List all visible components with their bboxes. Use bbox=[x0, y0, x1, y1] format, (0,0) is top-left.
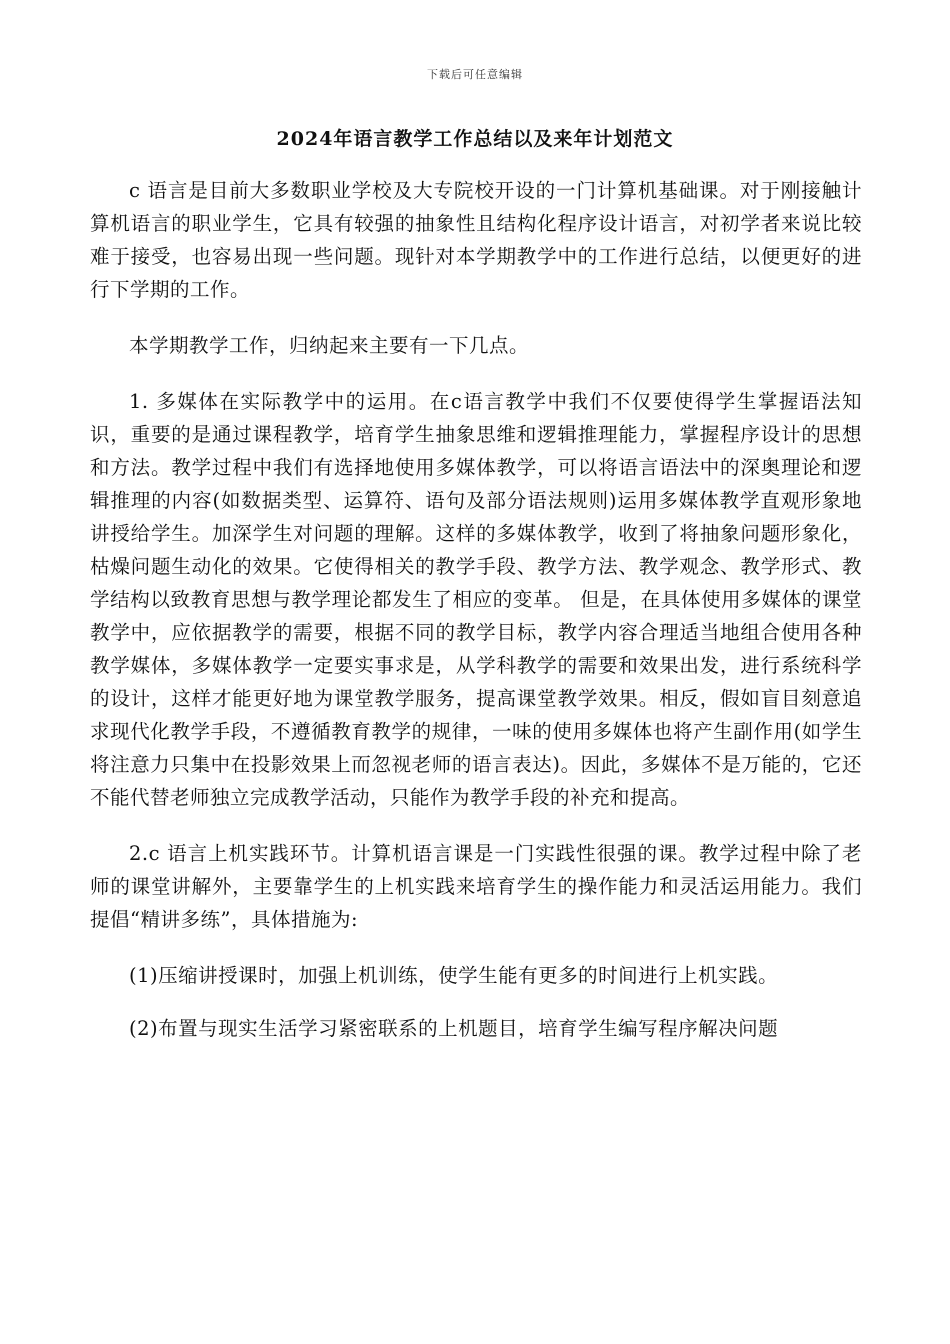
paragraph-summary-lead: 本学期教学工作，归纳起来主要有一下几点。 bbox=[129, 334, 530, 357]
paragraph-intro: c 语言是目前大多数职业学校及大专院校开设的一门计算机基础课。对于刚接触计算机语言的职业学生，它具有较强的抽象性且结构化程序设计语言，对初学者来说比较难于接受，也容易出现一些问题。现针对本学期教学中的工作进行总结，以便更好的进行下学期的工作。 bbox=[90, 179, 862, 301]
paragraph-point-2-practice: 2.c 语言上机实践环节。计算机语言课是一门实践性很强的课。教学过程中除了老师的课堂讲解外，主要靠学生的上机实践来培育学生的操作能力和灵活运用能力。我们提倡“精讲多练”，具体措施为: bbox=[90, 842, 862, 931]
header-note: 下载后可任意编辑 bbox=[427, 68, 523, 81]
document-body bbox=[90, 174, 862, 1068]
document-title: 2024年语言教学工作总结以及来年计划范文 bbox=[276, 128, 674, 150]
paragraph-measure-2: (2)布置与现实生活学习紧密联系的上机题目，培育学生编写程序解决问题 bbox=[129, 1017, 779, 1040]
paragraph-point-1-multimedia: 1. 多媒体在实际教学中的运用。在c语言教学中我们不仅要使得学生掌握语法知识，重要的是通过课程教学，培育学生抽象思维和逻辑推理能力，掌握程序设计的思想和方法。教学过程中我们有选择地使用多媒体教学，可以将语言语法中的深奥理论和逻辑推理的内容(如数据类型、运算符、语句及部分语法规则)运用多媒体教学直观形象地讲授给学生。加深学生对问题的理解。这样的多媒体教学，收到了将抽象问题形象化，枯燥问题生动化的效果。它使得相关的教学手段、教学方法、教学观念、教学形式、教学结构以致教育思想与教学理论都发生了相应的变革。 但是，在具体使用多媒体的课堂教学中，应依据教学的需要，根据不同的教学目标，教学内容合理适当地组合使用各种教学媒体，多媒体教学一定要实事求是，从学科教学的需要和效果出发，进行系统科学的设计，这样才能更好地为课堂教学服务，提高课堂教学效果。相反，假如盲目刻意追求现代化教学手段，不遵循教育教学的规律，一味的使用多媒体也将产生副作用(如学生将注意力只集中在投影效果上而忽视老师的语言表达)。因此，多媒体不是万能的，它还不能代替老师独立完成教学活动，只能作为教学手段的补充和提高。 bbox=[90, 390, 862, 809]
paragraph-measure-1: (1)压缩讲授课时，加强上机训练，使学生能有更多的时间进行上机实践。 bbox=[129, 964, 779, 987]
